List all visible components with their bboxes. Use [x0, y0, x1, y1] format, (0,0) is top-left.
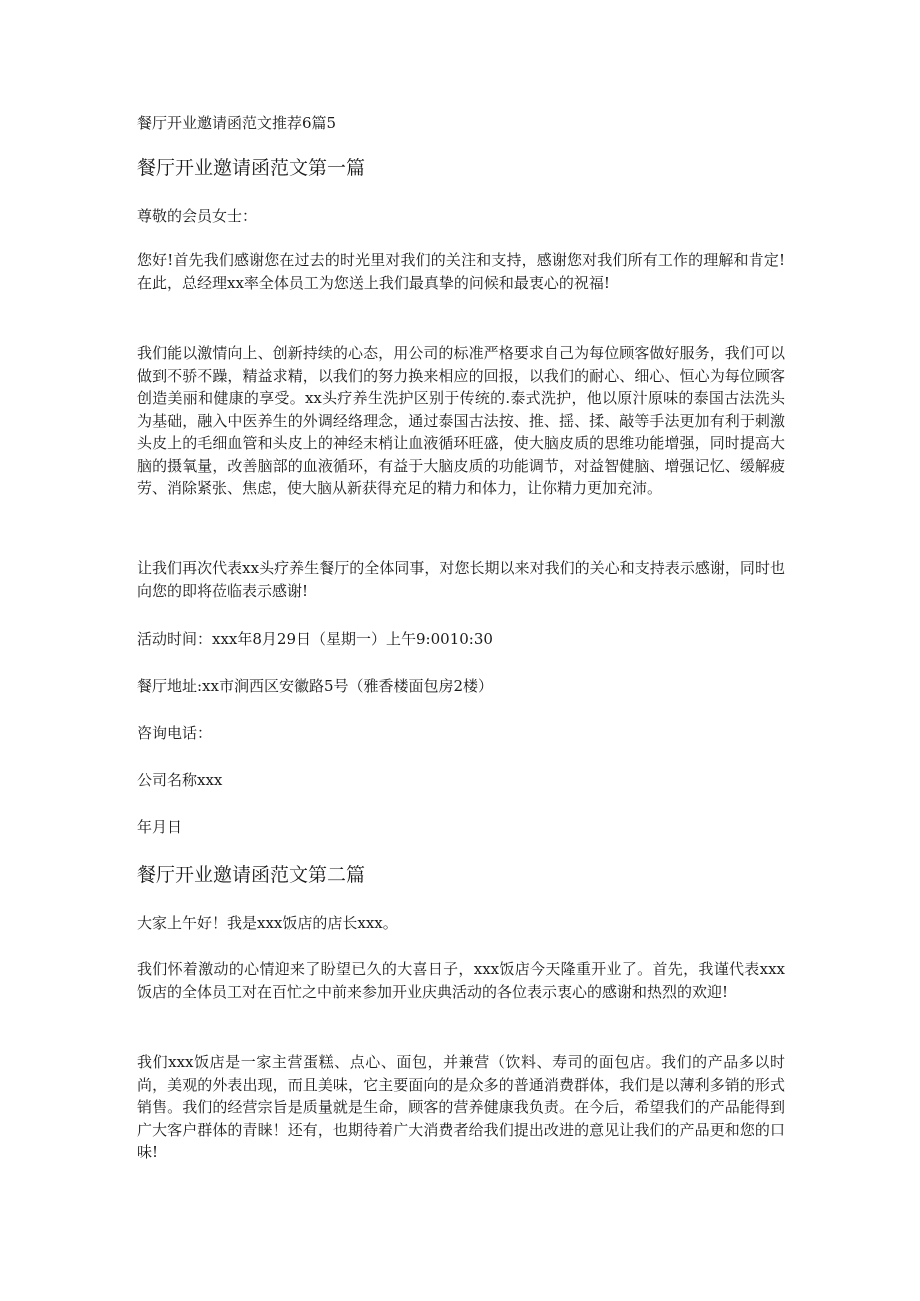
- paragraph: 让我们再次代表xx头疗养生餐厅的全体同事，对您长期以来对我们的关心和支持表示感谢，同时也向您的即将莅临表示感谢!: [137, 559, 785, 600]
- paragraph: 我们怀着激动的心情迎来了盼望已久的大喜日子，xxx饭店今天隆重开业了。首先，我谨代表xxx饭店的全体员工对在百忙之中前来参加开业庆典活动的各位表示衷心的感谢和热烈的欢迎!: [137, 960, 785, 1001]
- date-line: 年月日: [137, 818, 183, 836]
- paragraph: 我们能以激情向上、创新持续的心态，用公司的标准严格要求自己为每位顾客做好服务，我们可以做到不骄不躁，精益求精，以我们的努力换来相应的回报，以我们的耐心、细心、恒心为每位顾客创造美丽和健康的享受。xx头疗养生洗护区别于传统的.泰式洗护，他以原汁原味的泰国古法洗头为基础，融入中医养生的外调经络理念，通过泰国古法按、推、揺、揉、敲等手法更加有利于刺激头皮上的毛细血管和头皮上的神经末梢让血液循环旺盛，使大脑皮质的思维功能增强，同时提高大脑的摄氧量，改善脑部的血液循环，有益于大脑皮质的功能调节，对益智健脑、增强记忆、缓解疲劳、消除紧张、焦虑，使大脑从新获得充足的精力和体力，让你精力更加充沛。: [137, 344, 785, 497]
- section-heading-1: 餐厅开业邀请函范文第一篇: [137, 157, 366, 179]
- section-heading-2: 餐厅开业邀请函范文第二篇: [137, 864, 366, 886]
- paragraph: 您好!首先我们感谢您在过去的时光里对我们的关注和支持，感谢您对我们所有工作的理解和肯定!在此，总经理xx率全体员工为您送上我们最真挚的问候和最衷心的祝福!: [137, 251, 785, 292]
- document-title: 餐厅开业邀请函范文推荐6篇5: [137, 114, 337, 132]
- greeting: 大家上午好！我是xxx饭店的店长xxx。: [137, 914, 398, 932]
- contact-phone: 咨询电话：: [137, 724, 213, 742]
- salutation: 尊敬的会员女士：: [137, 207, 258, 225]
- company-name: 公司名称xxx: [137, 771, 223, 789]
- paragraph: 我们xxx饭店是一家主营蛋糕、点心、面包，并兼营（饮料、寿司的面包店。我们的产品多以时尚，美观的外表出现，而且美味，它主要面向的是众多的普通消费群体，我们是以薄利多销的形式销售。我们的经营宗旨是质量就是生命，顾客的营养健康我负责。在今后，希望我们的产品能得到广大客户群体的青睐！还有，也期待着广大消费者给我们提出改进的意见让我们的产品更和您的口味!: [137, 1053, 785, 1161]
- event-time: 活动时间：xxx年8月29日（星期一）上午9:0010:30: [137, 630, 493, 648]
- restaurant-address: 餐厅地址:xx市涧西区安徽路5号（雅香楼面包房2楼）: [137, 677, 494, 695]
